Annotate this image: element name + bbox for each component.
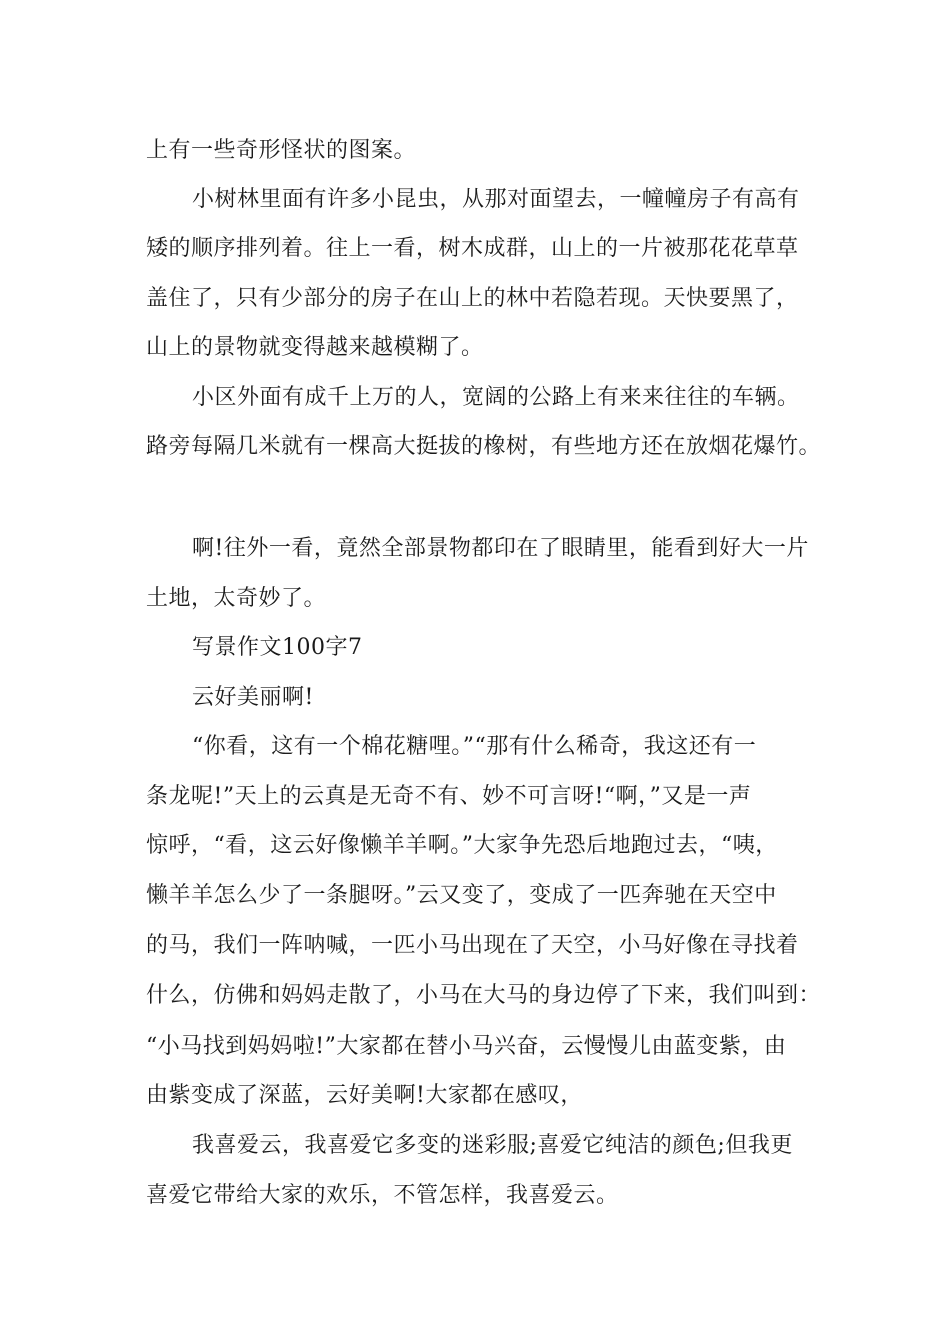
text-line: 什么，仿佛和妈妈走散了，小马在大马的身边停了下来，我们叫到： xyxy=(146,983,822,1008)
text-line: 山上的景物就变得越来越模糊了。 xyxy=(146,335,484,360)
text-line: 条龙呢!”天上的云真是无奇不有、妙不可言呀!“啊，”又是一声 xyxy=(146,784,752,809)
text-line: 由紫变成了深蓝，云好美啊!大家都在感叹， xyxy=(146,1083,583,1108)
text-line: 土地，太奇妙了。 xyxy=(146,586,327,611)
text-line: 盖住了，只有少部分的房子在山上的林中若隐若现。天快要黑了， xyxy=(146,286,799,311)
text-line: 懒羊羊怎么少了一条腿呀。”云又变了，变成了一匹奔驰在天空中 xyxy=(146,883,777,908)
paragraph-first-line: 我喜爱云，我喜爱它多变的迷彩服;喜爱它纯洁的颜色;但我更 xyxy=(192,1133,793,1158)
paragraph-first-line: 云好美丽啊! xyxy=(192,685,314,710)
paragraph-first-line: “你看，这有一个棉花糖哩。”“那有什么稀奇，我这还有一 xyxy=(192,734,757,759)
paragraph-first-line: 啊!往外一看，竟然全部景物都印在了眼睛里，能看到好大一片 xyxy=(192,536,809,561)
text-line: “小马找到妈妈啦!”大家都在替小马兴奋，云慢慢儿由蓝变紫，由 xyxy=(146,1034,787,1059)
paragraph-first-line: 小树林里面有许多小昆虫，从那对面望去，一幢幢房子有高有 xyxy=(192,187,800,212)
text-line: 矮的顺序排列着。往上一看，树木成群，山上的一片被那花花草草 xyxy=(146,236,799,261)
text-line: 上有一些奇形怪状的图案。 xyxy=(146,138,417,163)
text-line: 喜爱它带给大家的欢乐，不管怎样，我喜爱云。 xyxy=(146,1183,619,1208)
text-line: 路旁每隔几米就有一棵高大挺拔的橡树，有些地方还在放烟花爆竹。 xyxy=(146,434,822,459)
paragraph-first-line: 小区外面有成千上万的人，宽阔的公路上有来来往往的车辆。 xyxy=(192,385,800,410)
text-line: 的马，我们一阵呐喊，一匹小马出现在了天空，小马好像在寻找着 xyxy=(146,933,799,958)
text-line: 惊呼，“看，这云好像懒羊羊啊。”大家争先恐后地跑过去，“咦， xyxy=(146,833,778,858)
section-heading: 写景作文100字7 xyxy=(192,635,363,660)
